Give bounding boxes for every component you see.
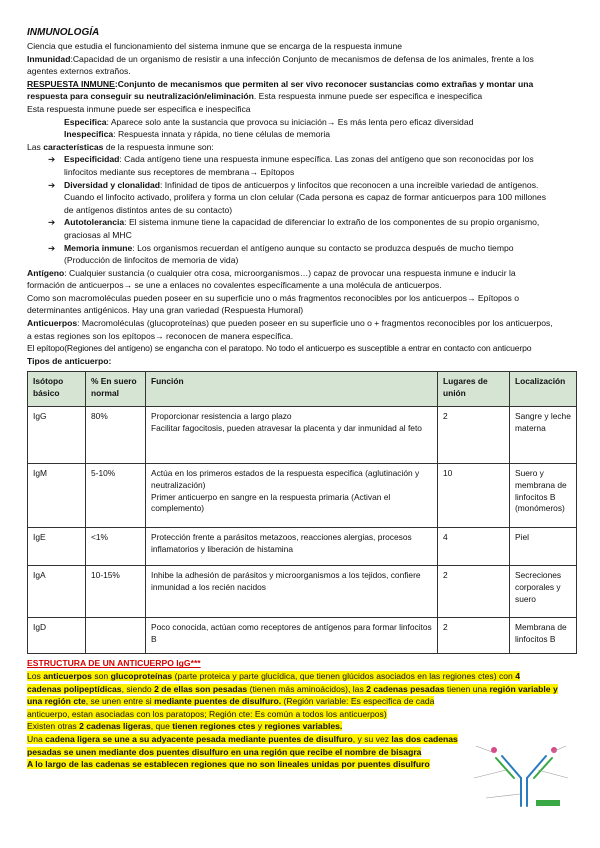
t: regiones variables. <box>264 721 343 732</box>
cell-funcion <box>146 407 438 464</box>
header-porcentaje: % En suero normal <box>86 372 146 407</box>
anticuerpos-text-3: El epítopo(Regiones del antígeno) se engancha con el paratopo. No todo el anticuerpo es susceptible a entrar en contacto con anticuerpo <box>27 343 532 354</box>
table-row <box>28 407 577 464</box>
t: glucoproteínas <box>110 671 173 682</box>
funcion-line-1: Poco conocida, actúan como receptores de antígenos para formar linfocitos B <box>151 622 432 645</box>
item-text: : Los organismos recuerdan el antígeno aunque su contacto se produzca después de mucho tiempo <box>132 242 514 253</box>
antigeno-text-2: formación de anticuerpos→ se une a enlaces no covalentes específicamente a una molécula de anticuerpos. <box>27 280 442 291</box>
cell-funcion <box>146 618 438 654</box>
respuesta-def <box>27 78 575 91</box>
estructura-heading: ESTRUCTURA DE UN ANTICUERPO IgG*** <box>27 658 201 669</box>
t: , que <box>150 721 173 732</box>
t: A lo largo de las cadenas se establecen regiones que no son lineales unidas por puentes disulfuro <box>27 759 430 770</box>
t: , siendo <box>121 683 155 694</box>
table-header-row <box>28 372 577 407</box>
caracteristicas-list <box>27 153 575 266</box>
antigeno-term: Antígeno <box>27 267 65 278</box>
t: pesadas se unen mediante dos puentes disulfuro en una región que recibe el nombre de bisagra <box>27 746 422 757</box>
t: 2 de ellas son pesadas <box>154 683 248 694</box>
cell-loc: Sangre y leche materna <box>510 407 577 464</box>
header-funcion: Función <box>146 372 438 407</box>
table-row <box>28 464 577 528</box>
t: y <box>255 721 265 732</box>
cell-loc: Piel <box>510 528 577 566</box>
cell-iso: IgM <box>28 464 86 528</box>
antibody-diagram-icon <box>466 738 576 810</box>
arrow-bullet-icon: ➔ <box>48 154 56 165</box>
header-localizacion: Localización <box>510 372 577 407</box>
especifica-text: : Aparece solo ante la sustancia que provoca su iniciación→ Es más lenta pero eficaz diversidad <box>106 116 474 127</box>
inespecifica-text: : Respuesta innata y rápida, no tiene células de memoria <box>113 129 331 140</box>
estructura-p1 <box>27 670 575 683</box>
item-term: Autotolerancia <box>64 217 125 228</box>
header-isotopo: Isótopo básico <box>28 372 86 407</box>
t: una región cte <box>27 696 86 707</box>
cell-union: 2 <box>438 566 510 618</box>
caracteristicas-post: de la respuesta inmune son: <box>103 141 214 152</box>
antigeno-text-1: : Cualquier sustancia (o cualquier otra cosa, microorganismos…) capaz de provocar una respuesta inmune e inducir la <box>64 267 516 278</box>
respuesta-def-1: :Conjunto de mecanismos que permiten al ser vivo reconocer sustancias como extrañas y montar una <box>114 78 534 89</box>
list-item <box>27 153 575 166</box>
t: región variable y <box>489 683 558 694</box>
inespecifica-def <box>27 128 575 141</box>
funcion-line-1: Inhibe la adhesión de parásitos y microorganismos a los tejidos, confiere inmunidad a los recién nacidos <box>151 570 421 593</box>
item-text-3: de antígenos distintos antes de su contacto) <box>64 204 233 215</box>
cell-union: 4 <box>438 528 510 566</box>
cell-union: 2 <box>438 407 510 464</box>
t: (Región variable: Es especifica de cada <box>281 696 435 707</box>
antigeno-text-4: determinantes antigénicos. Hay una gran variedad (Respuesta Humoral) <box>27 305 304 316</box>
caracteristicas-intro <box>27 141 575 154</box>
antigeno-text-3: Como son macromoléculas pueden poseer en su superficie uno o más fragmentos reconocibles por los anticuerpos→ Epítopos o <box>27 292 520 303</box>
t: 2 cadenas ligeras <box>79 721 151 732</box>
t: tienen regiones ctes <box>172 721 256 732</box>
respuesta-line-3: Esta respuesta inmune puede ser especifica e inespecifica <box>27 103 251 114</box>
anticuerpos-text-1: : Macromoléculas (glucoproteínas) que pueden poseer en su superficie uno o + fragmentos reconocibles por los anticuerpos, <box>77 318 553 329</box>
antigeno-def <box>27 267 575 280</box>
table-row <box>28 618 577 654</box>
cell-funcion <box>146 528 438 566</box>
respuesta-def-2 <box>27 90 575 103</box>
estructura-p3 <box>27 695 575 708</box>
cell-iso: IgD <box>28 618 86 654</box>
inespecifica-term: Inespecifica <box>64 129 114 140</box>
cell-loc: Suero y membrana de linfocitos B (monómeros) <box>510 464 577 528</box>
list-item <box>27 179 575 192</box>
cell-pct: 10-15% <box>86 566 146 618</box>
table-row <box>28 528 577 566</box>
t: Una <box>27 734 46 744</box>
t: las dos cadenas <box>391 734 458 744</box>
list-item <box>27 242 575 255</box>
t: tienen una <box>444 683 490 694</box>
arrow-bullet-icon: ➔ <box>48 217 56 228</box>
funcion-line-1: Proporcionar resistencia a largo plazo <box>151 411 292 422</box>
t: con <box>496 671 516 682</box>
item-text-2: Cuando el linfocito activado, prolifera y forma un clon celular (Cada persona es capaz de formar anticuerpos para 100 millones <box>64 192 546 203</box>
cell-iso: IgA <box>28 566 86 618</box>
cell-loc: Secreciones corporales y suero <box>510 566 577 618</box>
t: 4 <box>515 671 521 682</box>
estructura-heading-line <box>27 657 575 670</box>
funcion-line-1: Actúa en los primeros estados de la respuesta especifica (aglutinación y neutralización) <box>151 468 420 491</box>
item-term: Memoria inmune <box>64 242 133 253</box>
inmunidad-def <box>27 53 575 66</box>
anticuerpos-text-2: a estas regiones son los epítopos→ reconocen de manera específica. <box>27 330 294 341</box>
document-page <box>27 26 575 771</box>
cell-pct <box>86 618 146 654</box>
respuesta-def-2-rest: . Esta respuesta inmune puede ser especifica e inespecifica <box>253 91 483 102</box>
t: anticuerpo, estan asociadas con los paratopos; Región cte: Es común a todos los anticuerpos) <box>27 708 387 719</box>
item-text: : Infinidad de tipos de anticuerpos y linfocitos que reconocen a una increible variedad de antígenos. <box>160 179 539 190</box>
caracteristicas-pre: Las <box>27 141 44 152</box>
anticuerpos-def <box>27 317 575 330</box>
especifica-term: Especifica <box>64 116 107 127</box>
cell-funcion <box>146 464 438 528</box>
t: Los <box>27 671 44 682</box>
isotype-table <box>27 371 577 654</box>
cell-funcion <box>146 566 438 618</box>
cell-pct: 5-10% <box>86 464 146 528</box>
funcion-line-2: Facilitar fagocitosis, pueden atravesar la placenta y dar inmunidad al feto <box>151 423 422 434</box>
item-term: Especificidad <box>64 154 120 165</box>
intro-text: Ciencia que estudia el funcionamiento del sistema inmune que se encarga de la respuesta inmune <box>27 41 403 51</box>
t: , se unen entre si <box>85 696 155 707</box>
t: mediante puentes de disulfuro. <box>154 696 282 707</box>
arrow-bullet-icon: ➔ <box>48 242 56 253</box>
header-lugares: Lugares de unión <box>438 372 510 407</box>
respuesta-def-2-bold: respuesta para conseguir su neutralización/eliminación <box>27 91 254 102</box>
t: (parte proteica y parte glucídica, que tienen glúcidos asociados en las regiones ctes) <box>172 671 497 682</box>
tipos-heading: Tipos de anticuerpo: <box>27 355 112 366</box>
list-item <box>27 216 575 229</box>
inmunidad-def-1: :Capacidad de un organismo de resistir a una infección Conjunto de mecanismos de defensa de los animales, frente a los <box>70 53 534 64</box>
anticuerpos-term: Anticuerpos <box>27 318 78 329</box>
estructura-p4 <box>27 708 575 721</box>
estructura-p2 <box>27 683 575 696</box>
t: cadena ligera se une a su adyacente pesada mediante puentes de disulfuro <box>45 734 353 744</box>
t: , y su vez <box>352 734 392 744</box>
cell-union: 10 <box>438 464 510 528</box>
funcion-line-2: Primer anticuerpo en sangre en la respuesta primaria (Activan el complemento) <box>151 491 391 514</box>
item-text-2: (Producción de linfocitos de memoria de vida) <box>64 255 239 266</box>
item-text-2: linfocitos mediante sus receptores de membrana→ Epítopos <box>64 166 295 177</box>
item-term: Diversidad y clonalidad <box>64 179 160 190</box>
cell-pct: 80% <box>86 407 146 464</box>
item-text: : Cada antígeno tiene una respuesta inmune específica. Las zonas del antígeno que son reconocidas por los <box>119 154 534 165</box>
t: 2 cadenas pesadas <box>366 683 445 694</box>
caracteristicas-term: características <box>43 141 104 152</box>
cell-pct: <1% <box>86 528 146 566</box>
item-text-2: graciosas al MHC <box>64 229 132 240</box>
table-row <box>28 566 577 618</box>
arrow-bullet-icon: ➔ <box>48 179 56 190</box>
t: cadenas polipeptídicas <box>27 683 122 694</box>
especifica-def <box>27 116 575 129</box>
funcion-line-1: Protección frente a parásitos metazoos, reacciones alergias, procesos inflamatorios y liberación de histamina <box>151 532 412 555</box>
estructura-p5 <box>27 720 575 733</box>
cell-loc: Membrana de linfocitos B <box>510 618 577 654</box>
t: Existen otras <box>27 721 80 732</box>
inmunidad-def-2: agentes externos extraños. <box>27 66 131 77</box>
item-text: : El sistema inmune tiene la capacidad de diferenciar lo extraño de los componentes de su propio organismo, <box>124 217 540 228</box>
cell-iso: IgE <box>28 528 86 566</box>
cell-iso: IgG <box>28 407 86 464</box>
t: (tienen más aminoácidos), las <box>247 683 367 694</box>
respuesta-term: RESPUESTA INMUNE <box>27 78 115 89</box>
page-title: INMUNOLOGÍA <box>27 27 100 38</box>
inmunidad-term: Inmunidad <box>27 53 71 64</box>
cell-union: 2 <box>438 618 510 654</box>
t: son <box>91 671 111 682</box>
t: anticuerpos <box>43 671 92 682</box>
